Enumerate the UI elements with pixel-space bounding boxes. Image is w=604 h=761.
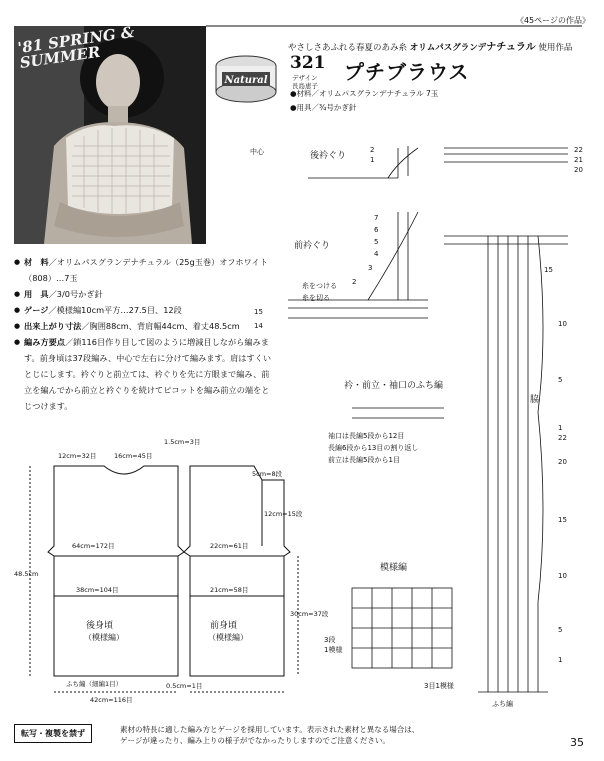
- schem-neck-depth: 5cm=8段: [252, 470, 283, 478]
- schem-waist: 38cm=104目: [76, 586, 119, 594]
- row-number: 6: [374, 226, 379, 234]
- no-copy-tag: 転写・複製を禁ず: [14, 724, 92, 743]
- notice-line-2: ゲージが違ったり、編み上りの様子がでなかったりしますのでご注意ください。: [120, 736, 390, 745]
- row-number: 2: [352, 278, 357, 286]
- yarn-label: Natural: [224, 75, 268, 86]
- schem-back-sub: （模様編）: [84, 633, 124, 642]
- designer-name: 長島恵子: [292, 82, 318, 90]
- border-note-3: 前立は長編5段から1目: [328, 456, 400, 464]
- back-neck-label: 後衿ぐり: [310, 151, 347, 161]
- pattern-title: 模様編: [380, 563, 408, 573]
- side-label: 脇: [530, 395, 540, 405]
- three-rows-label: 3段: [324, 636, 336, 644]
- row-number: 2: [370, 146, 375, 154]
- center-label: 中心: [250, 148, 264, 156]
- schem-shoulder: 16cm=45目: [114, 452, 153, 460]
- schem-half: 21cm=58目: [210, 586, 249, 594]
- row-number: 20: [558, 458, 567, 466]
- brand-name: オリムパスグランデ: [409, 43, 487, 53]
- design-label: デザイン: [292, 74, 318, 82]
- row-number: 15: [544, 266, 553, 274]
- one-pattern-label: 1模様: [324, 646, 343, 654]
- header-suffix: 使用作品: [538, 43, 573, 53]
- copyright-notice: [14, 722, 564, 746]
- header-prefix: やさしさあふれる春夏のあみ糸: [288, 43, 408, 53]
- schem-mid: 22cm=61目: [210, 542, 249, 550]
- thread-attach-label: 糸をつける: [302, 282, 337, 290]
- material-line: ●材料／オリムパスグランデナチュラル 7玉: [290, 89, 439, 98]
- schem-front-title: 前身頃: [210, 621, 238, 631]
- row-number: 1: [558, 656, 563, 664]
- page-number: 35: [570, 736, 584, 749]
- spec-method: ● 編み方要点／鎖116目作り目して図のように増減目しながら編みます。前身頃は37段編み、中心で左右に分けて編みます。肩はすくいとじにします。衿ぐりと前立ては、衿ぐりを先に方眼まで編み、前立を編んでから前立と衿ぐりを続けてピコットを編み前立の端をとじつけます。: [14, 334, 276, 414]
- instructions: [14, 254, 276, 414]
- page-reference: 《45ページの作品》: [515, 16, 590, 25]
- schem-hem: ふち編（細編1目）: [66, 680, 123, 688]
- row-number: 4: [374, 250, 379, 258]
- row-number: 7: [374, 214, 379, 222]
- three-pattern-label: 3目1模様: [424, 682, 454, 690]
- schem-chest: 64cm=172目: [72, 542, 115, 550]
- row-number: 10: [558, 572, 567, 580]
- row-number: 15: [558, 516, 567, 524]
- item-title: プチブラウス: [344, 60, 470, 84]
- schem-side: 30cm=37段: [290, 610, 329, 618]
- schem-front-sub: （模様編）: [208, 633, 248, 642]
- header-subtitle: [288, 38, 572, 53]
- schem-back-title: 後身頃: [86, 621, 114, 631]
- item-number: 321: [290, 53, 326, 73]
- row-number: 10: [558, 320, 567, 328]
- schem-inc: 0.5cm=1目: [166, 682, 203, 690]
- thread-cut-label: 糸を切る: [302, 294, 330, 302]
- row-number: 3: [368, 264, 373, 272]
- notice-text: [120, 724, 419, 746]
- row-number: 21: [574, 156, 583, 164]
- row-number: 14: [254, 322, 263, 330]
- season-label: '81 SPRING & SUMMER: [16, 22, 136, 72]
- spec-tools: ● 用 具／3/0号かぎ針: [14, 286, 276, 302]
- spec-size: ● 出来上がり寸法／胸囲88cm、背肩幅44cm、着丈48.5cm: [14, 318, 276, 334]
- row-number: 1: [558, 424, 563, 432]
- schem-width: 42cm=116目: [90, 696, 133, 704]
- spec-materials: ● 材 料／オリムパスグランデナチュラル（25g玉巻）オフホワイト（808）…7玉: [14, 254, 276, 286]
- schem-front-len: 12cm=15段: [264, 510, 303, 518]
- border-title: 衿・前立・袖口のふち編: [344, 381, 444, 391]
- yarn-ball-image: [210, 52, 282, 104]
- row-number: 20: [574, 166, 583, 174]
- brand-em: ナチュラル: [486, 42, 536, 53]
- row-number: 5: [374, 238, 379, 246]
- schem-neck: 12cm=32目: [58, 452, 97, 460]
- notice-line-1: 素材の特長に適した編み方とゲージを採用しています。表示された素材と異なる場合は、: [120, 725, 420, 734]
- garment-schematic: [14, 436, 329, 716]
- model-photo: [14, 22, 206, 244]
- row-number: 22: [558, 434, 567, 442]
- row-number: 5: [558, 626, 563, 634]
- row-number: 22: [574, 146, 583, 154]
- row-number: 5: [558, 376, 563, 384]
- schem-length: 48.5cm: [14, 570, 39, 578]
- border-note-2: 長編6段から13目の割り返し: [328, 444, 419, 452]
- schem-corner: 1.5cm=3目: [164, 438, 201, 446]
- front-neck-label: 前衿ぐり: [294, 241, 331, 251]
- tool-line: ●用具／¾号かぎ針: [290, 103, 357, 112]
- row-number: 1: [370, 156, 375, 164]
- border-note-1: 袖口は長編5段から12目: [328, 432, 405, 440]
- row-number: 15: [254, 308, 263, 316]
- spec-gauge: ● ゲージ／模様編10cm平方…27.5目、12段: [14, 302, 276, 318]
- hem-edge-label: ふち編: [492, 700, 513, 708]
